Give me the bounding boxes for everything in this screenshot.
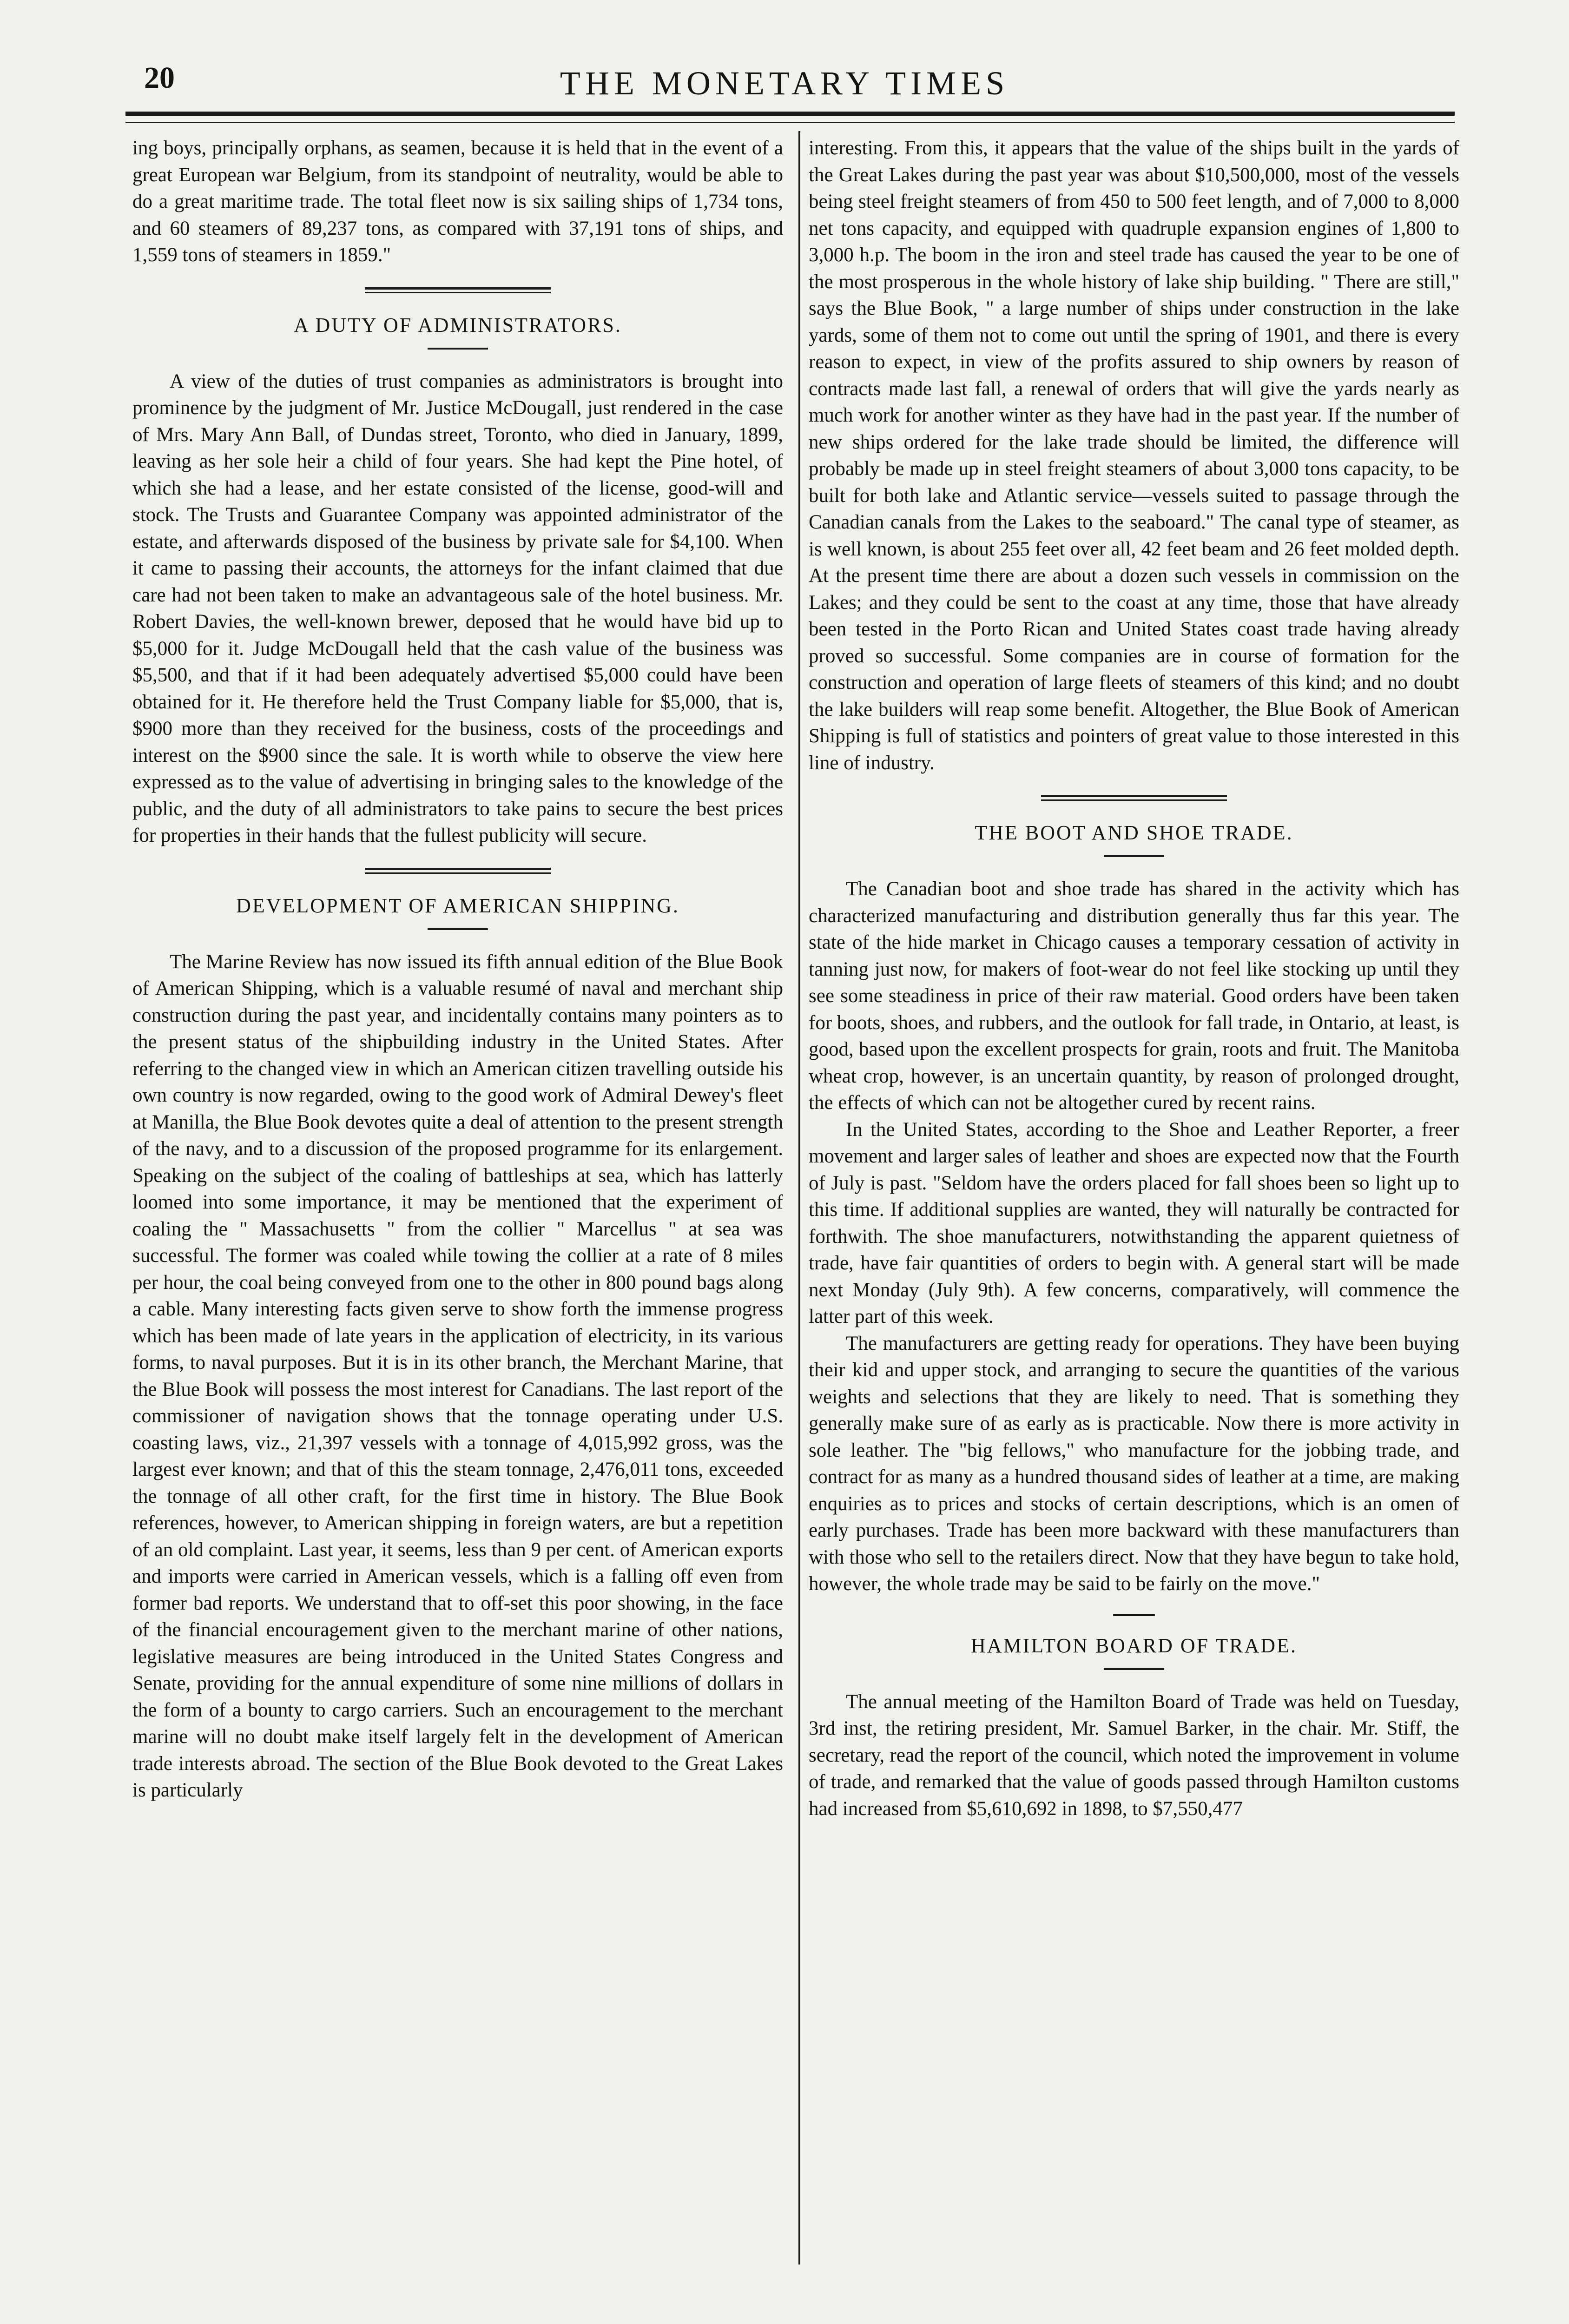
section-separator <box>809 793 1459 803</box>
page-number: 20 <box>144 61 175 95</box>
administrators-body: A view of the duties of trust companies as administrators is brought into prominence by the judgment of Mr. Justice McDougall, just rendered in the case of Mrs. Mary Ann Ball, of Dundas street, Toronto, who died in January, 1899, leaving as her sole heir a child of four years. She had kept the Pine hotel, of which she had a lease, and her estate consisted of the license, good-will and stock. The Trusts and Guarantee Company was appointed administrator of the estate, and afterwards disposed of the business by private sale for $4,100. When it came to passing their accounts, the attorneys for the infant claimed that due care had not been taken to make an advantageous sale of the hotel business. Mr. Robert Davies, the well-known brewer, deposed that he would have bid up to $5,000 for it. Judge McDougall held that the cash value of the business was $5,500, and that if it had been adequately advertised $5,000 could have been obtained for it. He therefore held the Trust Company liable for $5,000, that is, $900 more than they received for the business, costs of the proceedings and interest on the $900 since the sale. It is worth while to observe the view here expressed as to the value of advertising in bringing sales to the knowledge of the public, and the duty of all administrators to take pains to secure the best prices for properties in their hands that the fullest publicity will secure. <box>132 370 783 846</box>
right-column <box>809 135 1459 1822</box>
shipping-heading: DEVELOPMENT OF AMERICAN SHIPPING. <box>236 894 679 917</box>
belgium-continuation-text: ing boys, principally orphans, as seamen, because it is held that in the event of a great European war Belgium, from its standpoint of neutrality, would be able to do a great maritime trade. The total fleet now is six sailing ships of 1,734 tons, and 60 steamers of 89,237 tons, as compared with 37,191 tons of ships, and 1,559 tons of steamers in 1859." <box>132 137 783 266</box>
heading-underline <box>428 348 488 350</box>
header-rule-thick <box>125 112 1455 116</box>
masthead-title: THE MONETARY TIMES <box>560 65 1009 102</box>
heading-underline <box>1104 1668 1164 1670</box>
header-rule-thin <box>125 122 1455 123</box>
administrators-heading: A DUTY OF ADMINISTRATORS. <box>294 313 622 337</box>
section-separator <box>132 285 783 296</box>
column-divider <box>798 131 800 2265</box>
boot-shoe-paragraph-1: The Canadian boot and shoe trade has shared in the activity which has characterized manufacturing and distribution generally thus far this year. The state of the hide market in Chicago causes a temporary cessation of activity in tanning just now, for makers of foot-wear do not feel like stocking up until they see some steadiness in price of their raw material. Good orders have been taken for boots, shoes, and rubbers, and the outlook for fall trade, in Ontario, at least, is good, based upon the excellent prospects for grain, roots and fruit. The Manitoba wheat crop, however, is an uncertain quantity, by reason of prolonged drought, the effects of which can not be altogether cured by recent rains. <box>809 878 1459 1114</box>
boot-shoe-heading: THE BOOT AND SHOE TRADE. <box>975 821 1293 844</box>
boot-shoe-paragraph-3: The manufacturers are getting ready for operations. They have been buying their kid and upper stock, and arranging to secure the quantities of the various weights and selections that they are likely to need. That is something they generally make sure of as early as is practicable. Now there is more activity in sole leather. The "big fellows," who manufacture for the jobbing trade, and contract for as many as a hundred thousand sides of leather at a time, are making enquiries as to prices and stocks of certain descriptions, which is an omen of early purchases. Trade has been more backward with these manufacturers than with those who sell to the retailers direct. Now that they have begun to take hold, however, the whole trade may be said to be fairly on the move." <box>809 1332 1459 1595</box>
shipping-body: The Marine Review has now issued its fifth annual edition of the Blue Book of American Shipping, which is a valuable resumé of naval and merchant ship construction during the past year, and incidentally contains many pointers as to the present status of the shipbuilding industry in the United States. After referring to the changed view in which an American citizen travelling outside his own country is now regarded, owing to the good work of Admiral Dewey's fleet at Manilla, the Blue Book devotes quite a deal of attention to the present strength of the navy, and to a discussion of the proposed programme for its enlargement. Speaking on the subject of the coaling of battleships at sea, which has latterly loomed into some importance, it may be mentioned that the experiment of coaling the " Massachusetts " from the collier " Marcellus " at sea was successful. The former was coaled while towing the collier at a rate of 8 miles per hour, the coal being conveyed from one to the other in 800 pound bags along a cable. Many interesting facts given serve to show forth the immense progress which has been made of late years in the application of electricity, in its various forms, to naval purposes. But it is in its other branch, the Merchant Marine, that the Blue Book will possess the most interest for Canadians. The last report of the commissioner of navigation shows that the tonnage operating under U.S. coasting laws, viz., 21,397 vessels with a tonnage of 4,015,992 gross, was the largest ever known; and that of this the steam tonnage, 2,476,011 tons, exceeded the tonnage of all other craft, for the first time in history. The Blue Book references, however, to American shipping in foreign waters, are but a repetition of an old complaint. Last year, it seems, less than 9 per cent. of American exports and imports were carried in American vessels, which is a falling off even from former bad reports. We understand that to off-set this poor showing, in the face of the financial encouragement given to the merchant marine of other nations, legislative measures are being introduced in the United States Congress and Senate, providing for the annual expenditure of some nine millions of dollars in the form of a bounty to cargo carriers. Such an encouragement to the merchant marine will no doubt make itself largely felt in the development of American trade interests abroad. The section of the Blue Book devoted to the Great Lakes is particularly <box>132 951 783 1801</box>
boot-shoe-paragraph-2: In the United States, according to the Shoe and Leather Reporter, a freer movement and larger sales of leather and shoes are expected now that the Fourth of July is past. "Seldom have the orders placed for fall shoes been so light up to this time. If additional supplies are wanted, they will naturally be contracted for forthwith. The shoe manufacturers, notwithstanding the apparent quietness of trade, have fair quantities of orders to begin with. A general start will be made next Monday (July 9th). A few concerns, comparatively, will commence the latter part of this week. <box>809 1118 1459 1327</box>
left-column <box>132 135 783 1804</box>
heading-underline <box>1104 855 1164 857</box>
section-separator <box>132 866 783 876</box>
heading-underline <box>428 928 488 930</box>
hamilton-body: The annual meeting of the Hamilton Board of Trade was held on Tuesday, 3rd inst, the retiring president, Mr. Samuel Barker, in the chair. Mr. Stiff, the secretary, read the report of the council, which noted the improvement in volume of trade, and remarked that the value of goods passed through Hamilton customs had increased from $5,610,692 in 1898, to $7,550,477 <box>809 1690 1459 1820</box>
hamilton-heading: HAMILTON BOARD OF TRADE. <box>971 1634 1297 1657</box>
shipping-continuation-text: interesting. From this, it appears that the value of the ships built in the yards of the Great Lakes during the past year was about $10,500,000, most of the vessels being steel freight steamers of from 450 to 500 feet length, and of 7,000 to 8,000 net tons capacity, and equipped with quadruple expansion engines of 1,800 to 3,000 h.p. The boom in the iron and steel trade has caused the year to be one of the most prosperous in the whole history of lake ship building. " There are still," says the Blue Book, " a large number of ships under construction in the lake yards, some of them not to come out until the spring of 1901, and there is every reason to expect, in view of the profits assured to ship owners by reason of contracts made last fall, a renewal of orders that will give the yards nearly as much work for another winter as they have had in the past year. If the number of new ships ordered for the lake trade should be limited, the difference will probably be made up in steel freight steamers of about 3,000 tons capacity, to be built for both lake and Atlantic service—vessels suited to passage through the Canadian canals from the Lakes to the seaboard." The canal type of steamer, as is well known, is about 255 feet over all, 42 feet beam and 26 feet molded depth. At the present time there are about a dozen such vessels in commission on the Lakes; and they could be sent to the coast at any time, those that have already been tested in the Porto Rican and United States coast trade having already proved so successful. Some companies are in course of formation for the construction and operation of large fleets of steamers of this kind; and no doubt the lake builders will reap some benefit. Altogether, the Blue Book of American Shipping is full of statistics and pointers of great value to those interested in this line of industry. <box>809 137 1459 774</box>
